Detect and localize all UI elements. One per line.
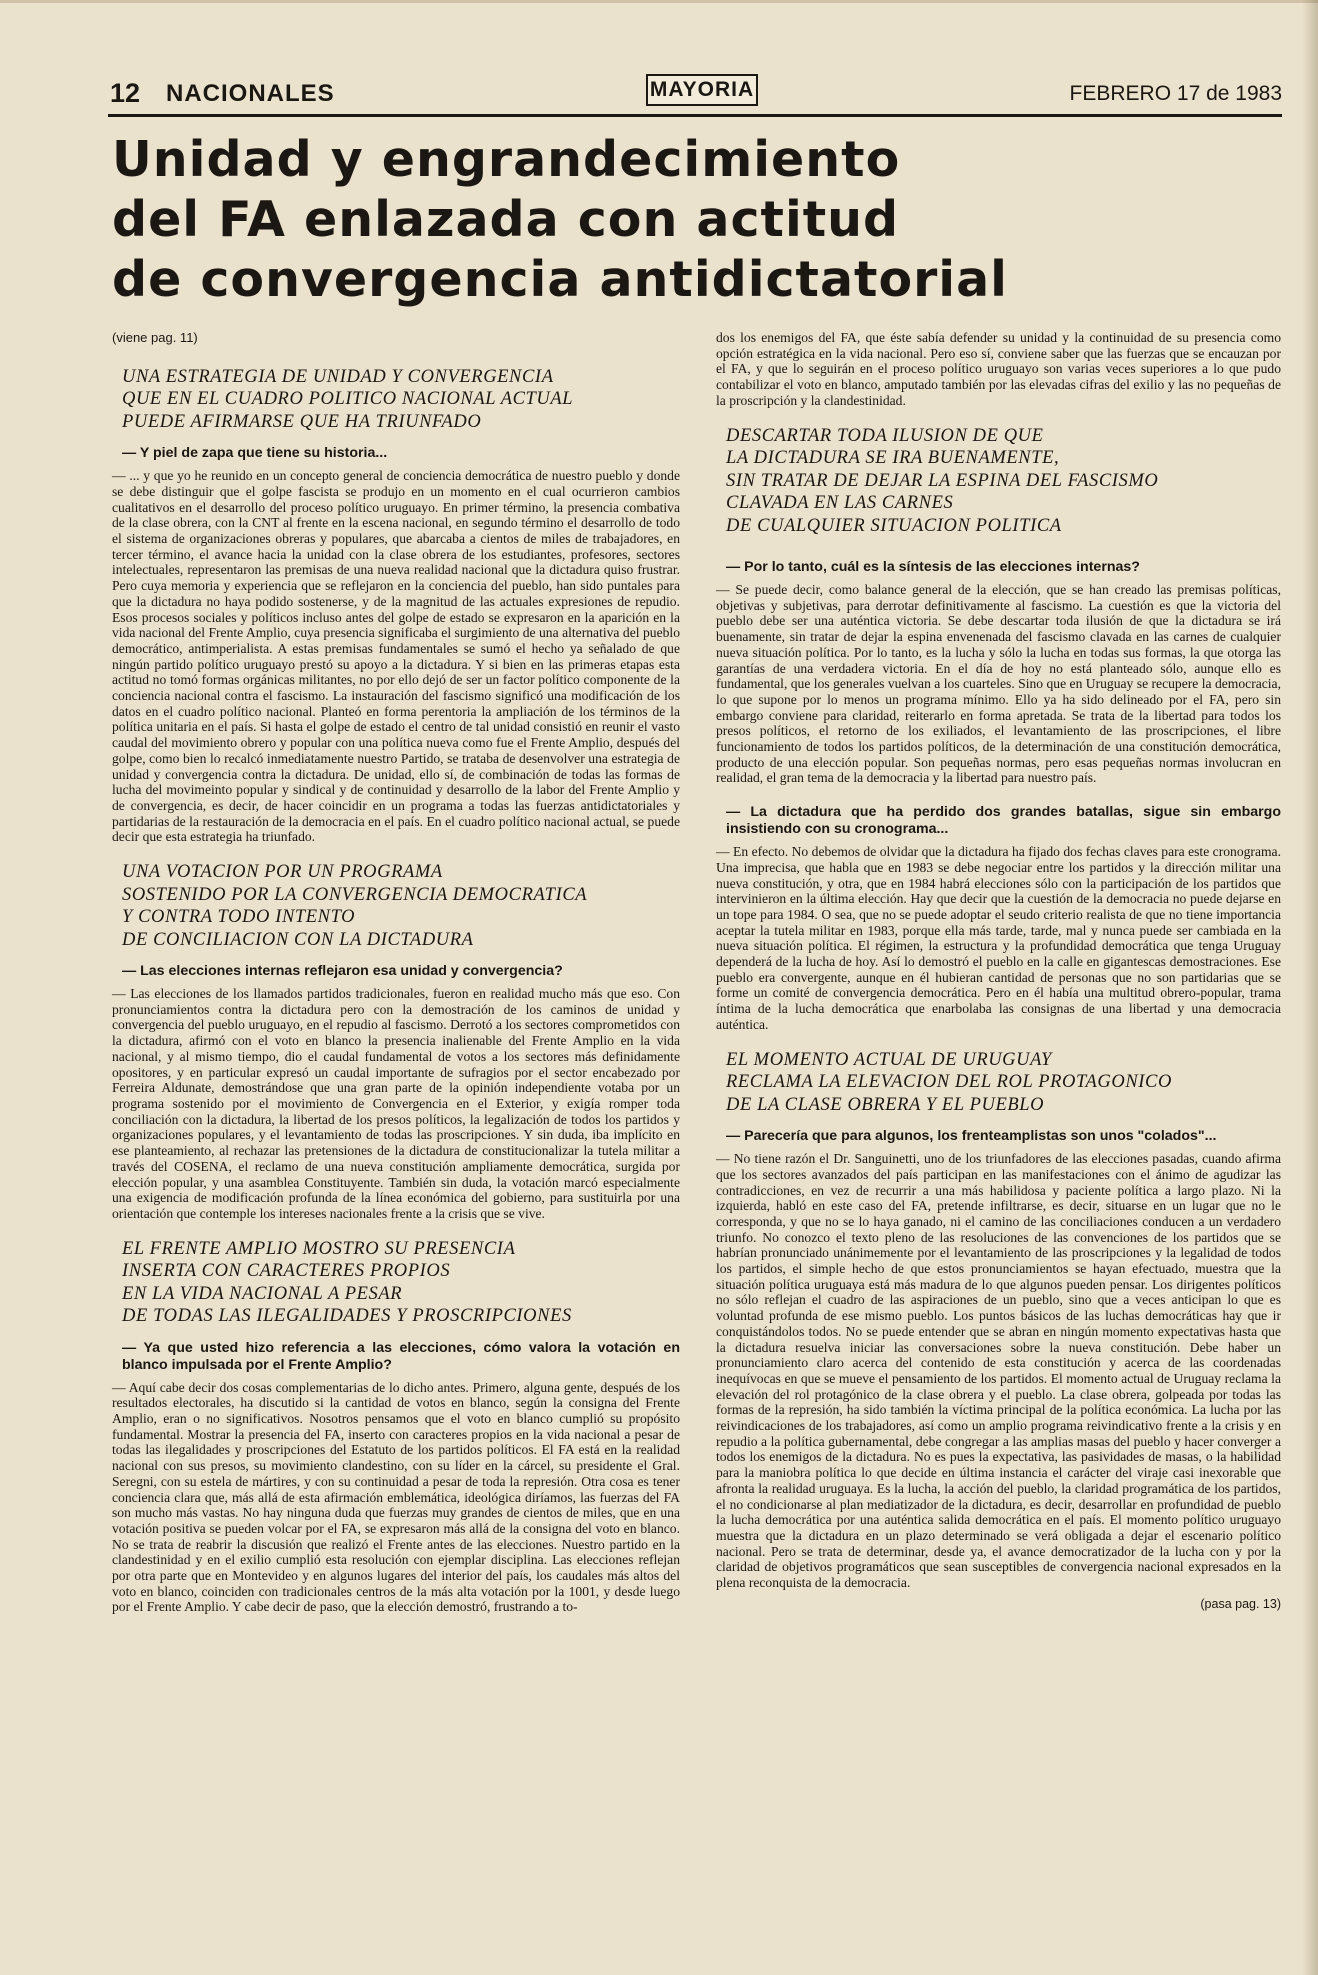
section-name: NACIONALES	[166, 80, 335, 107]
newspaper-logo: MAYORIA	[646, 74, 758, 106]
interview-question: — Las elecciones internas reflejaron esa unidad y convergencia?	[122, 963, 563, 980]
subheading-line: SOSTENIDO POR LA CONVERGENCIA DEMOCRATICA	[122, 884, 588, 905]
subheading-line: DE TODAS LAS ILEGALIDADES Y PROSCRIPCIONES	[122, 1306, 572, 1327]
continued-paragraph: dos los enemigos del FA, que éste sabía defender su unidad y la continuidad de su presencia como opción estratégica en la vida nacional. Pero eso sí, conviene saber que las fuerzas que se encauzan por el FA, y que lo seguirán en el proceso político uruguayo son varias veces superiores a lo que pudo contabilizar el voto en blanco, amputado también por las elevadas cifras del exilio y las no pequeñas de la proscripción y la clandestinidad.	[716, 330, 1281, 408]
subheading	[726, 425, 1281, 538]
continued-on-note: (pasa pag. 13)	[1200, 1596, 1281, 1611]
page-number: 12	[110, 78, 141, 108]
interview-question: — La dictadura que ha perdido dos grandes batallas, sigue sin embargo insistiendo con su cronograma...	[726, 804, 1281, 838]
page-header	[110, 78, 1282, 112]
answer-paragraph: — No tiene razón el Dr. Sanguinetti, uno de los triunfadores de las elecciones pasadas, cuando afirma que los sectores avanzados del país participan en las manifestaciones con el ánimo de agudizar las contradicciones, en vez de recurrir a una más habilidosa y paciente política a largo plazo. Ni la izquierda, habló en este caso del FA, pretende infiltrarse, es decir, situarse en un lugar que no le corresponda, y que no se lo haya ganado, ni el camino de las conciliaciones conducen a un verdadero triunfo. No conozco el texto pleno de las resoluciones de las convenciones de los partidos que se habrían pronunciado unánimemente por el levantamiento de las proscripciones y la legalidad de todos los partidos, el simple hecho de que estos pronunciamientos se hayan efectuado, muestra que la situación política uruguaya está más madura de lo que algunos pueden pensar. Los dirigentes políticos no sólo reflejan el cuadro de las aspiraciones de un pueblo, sino que a veces anticipan lo que es voluntad profunda de ese mismo pueblo. Los puntos básicos de las luchas democráticas hay que ir conquistándolos todos. No se puede entender que se abran en ningún momento expectativas hasta que la dictadura resuelva iniciar las conversaciones sobre la nueva constitución. Debe haber un pronunciamiento claro acerca del contenido de esta constitución y acerca de las coordenadas inequívocas en que se mueve el pensamiento de los partidos. El momento actual de Uruguay reclama la elevación del rol protagónico de la clase obrera y el pueblo. La clase obrera, golpeada por todas las formas de la represión, ha sido también la víctima principal de la política económica. La lucha por las reivindicaciones de los trabajadores, así como un amplio programa reivindicativo frente a la crisis y en repudio a la política gubernamental, debe congregar a las amplias masas del pueblo y hacer converger a todos los enemigos de la dictadura. No es pues la expectativa, las pasividades de masas, o la habilidad para la maniobra política lo que decide en última instancia el carácter del viraje casi inexorable que afronta la realidad uruguaya. Es la lucha, la acción del pueblo, la claridad programática de los partidos, el no condicionarse al plan mediatizador de la dictadura, es decir, desarrollar en profundidad de pueblo la lucha democrática por una auténtica salida democrática en el país. El momento político uruguayo muestra que la dictadura en un plazo determinado se verá obligada a dejar el escenario político nacional. Pero se trata de determinar, desde ya, el avance democratizador de la lucha con y por la claridad de objetivos programáticos que sean susceptibles de convergencia nacional expresados en la plena reconquista de la democracia.	[716, 1151, 1281, 1591]
subheading-line: SIN TRATAR DE DEJAR LA ESPINA DEL FASCISMO	[726, 470, 1159, 491]
subheading	[122, 861, 680, 951]
interview-question: — Por lo tanto, cuál es la síntesis de las elecciones internas?	[726, 559, 1140, 576]
headline	[112, 130, 1292, 310]
article-column-left	[112, 330, 680, 1621]
headline-line: de convergencia antidictatorial	[112, 251, 1008, 308]
subheading-line: CLAVADA EN LAS CARNES	[726, 493, 954, 514]
subheading-line: EL MOMENTO ACTUAL DE URUGUAY	[726, 1049, 1052, 1070]
answer-paragraph: — En efecto. No debemos de olvidar que la dictadura ha fijado dos fechas claves para este cronograma. Una imprecisa, que habla que en 1983 se debe negociar entre los partidos y la dirección militar una nueva constitución, y otra, que en 1984 habrá elecciones sólo con la participación de los partidos que intervinieron en la última elección. Hay que decir que la cuestión de la democracia no puede dejarse en un tope para 1984. O sea, que no se puede adoptar el seudo criterio realista de que no tiene importancia aceptar la tutela militar en 1983, porque ella más tarde, tarde, mal y nunca puede ser cambiada en la nueva situación política. El régimen, la estructura y la profundidad democrática que tenga Uruguay dependerá de la lucha de hoy. Así lo demostró el pueblo en la calle en gigantescas demostraciones. Ese pueblo era convergente, aunque en él hubieran cantidad de personas que no son partidarias que se forme un comité de convergencia democrática. Pero en él había una multitud obrero-popular, trama íntima de la lucha democrática que enarbolaba las consignas de una libertad y una democracia auténtica.	[716, 844, 1281, 1032]
subheading-line: DE CUALQUIER SITUACION POLITICA	[726, 515, 1062, 536]
subheading-line: PUEDE AFIRMARSE QUE HA TRIUNFADO	[122, 411, 482, 432]
subheading-line: RECLAMA LA ELEVACION DEL ROL PROTAGONICO	[726, 1072, 1172, 1093]
headline-line: del FA enlazada con actitud	[112, 191, 900, 248]
subheading-line: UNA ESTRATEGIA DE UNIDAD Y CONVERGENCIA	[122, 366, 554, 387]
subheading	[122, 1238, 680, 1328]
issue-date: FEBRERO 17 de 1983	[1069, 82, 1282, 105]
page-fold-shadow	[1302, 0, 1318, 1975]
answer-paragraph: — Las elecciones de los llamados partidos tradicionales, fueron en realidad mucho más que eso. Con pronunciamientos contra la dictadura pero con la demostración de los caminos de unidad y convergencia del pueblo uruguayo, en el repudio al fascismo. Derrotó a los sectores comprometidos con la dictadura, afirmó con el voto en blanco la presencia inalienable del Frente Amplio en la vida nacional, y al mismo tiempo, dio el caudal fundamental de votos a los sectores más definidamente opositores, y en particular expresó un caudal importante de sufragios por el sector encabezado por Ferreira Aldunate, demostrándose que una gran parte de la opinión independiente votaba por un programa sostenido por el movimiento de Convergencia en el Exterior, y exigía romper toda conciliación con la dictadura, la libertad de los presos políticos, la legalización de todos los partidos y organizaciones populares, y el levantamiento de todas las proscripciones. Y sin duda, iba implícito en ese planteamiento, al rechazar las pretensiones de la dictadura de constitucionalizar la tutela militar a través del COSENA, el reclamo de una nueva constitución ampliamente democrática, surgida por elección popular, y una asamblea Constituyente. También sin duda, la votación marcó especialmente una exigencia de modificación profunda de la línea económica del gobierno, para sustituirla por una orientación que contemple los intereses nacionales frente a la crisis que se vive.	[112, 986, 680, 1221]
answer-paragraph: — Se puede decir, como balance general de la elección, que se han creado las premisas políticas, objetivas y subjetivas, para derrotar definitivamente al fascismo. La cuestión es que la victoria del pueblo debe ser una auténtica victoria. Se debe descartar toda ilusión de que la dictadura se irá buenamente, sin tratar de dejar la espina envenenada del fascismo clavada en las carnes de cualquier nueva situación política. Por lo tanto, es la lucha y sólo la lucha en todas sus formas, la que otorga las garantías de una verdadera victoria. En el día de hoy no está planteado sólo, aunque ello es fundamental, que los generales vuelvan a los cuarteles. Sino que en Uruguay se recupere la democracia, lo que supone por lo menos un programa mínimo. Ello ya ha sido delineado por el FA, pero sin embargo conviene para claridad, reiterarlo en forma apretada. Se trata de la libertad para todos los presos políticos, el retorno de los exiliados, el levantamiento de las proscripciones, el libre funcionamiento de todos los partidos políticos, de la determinación de una constitución democrática, producto de una elección popular. Son pequeñas normas, pero esas pequeñas normas involucran en realidad, el gran tema de la democracia y la libertad para nuestro país.	[716, 582, 1281, 786]
subheading-line: EL FRENTE AMPLIO MOSTRO SU PRESENCIA	[122, 1238, 516, 1259]
subheading-line: DE LA CLASE OBRERA Y EL PUEBLO	[726, 1094, 1045, 1115]
subheading-line: EN LA VIDA NACIONAL A PESAR	[122, 1283, 403, 1304]
interview-question: — Ya que usted hizo referencia a las elecciones, cómo valora la votación en blanco impulsada por el Frente Amplio?	[122, 1339, 680, 1373]
page-edge	[0, 0, 1318, 3]
header-rule	[108, 114, 1282, 117]
subheading-line: DE CONCILIACION CON LA DICTADURA	[122, 929, 474, 950]
subheading-line: Y CONTRA TODO INTENTO	[122, 907, 356, 928]
interview-question: — Parecería que para algunos, los frenteamplistas son unos "colados"...	[726, 1128, 1217, 1145]
subheading-line: LA DICTADURA SE IRA BUENAMENTE,	[726, 448, 1060, 469]
subheading	[122, 366, 680, 434]
subheading-line: INSERTA CON CARACTERES PROPIOS	[122, 1261, 451, 1282]
answer-paragraph: — Aquí cabe decir dos cosas complementarias de lo dicho antes. Primero, alguna gente, después de los resultados electorales, ha discutido si la cantidad de votos en blanco, según la consigna del Frente Amplio, eran o no significativos. Nosotros pensamos que el voto en blanco cumplió su propósito fundamental. Mostrar la presencia del FA, inserto con caracteres propios en la vida nacional a pesar de todas las ilegalidades y proscripciones del Estatuto de los partidos políticos. El FA está en la realidad nacional con sus presos, su movimiento clandestino, con su líder en la cárcel, su presidente el Gral. Seregni, con su estela de mártires, y con su continuidad a pesar de toda la represión. Otra cosa es tener conciencia clara que, más allá de esta afirmación emblemática, ideológica diríamos, las fuerzas del FA son mucho más vastas. No hay ninguna duda que fuerzas muy grandes de cientos de miles, que en una votación positiva se pueden volcar por el FA, se expresaron más allá de la consigna del voto en blanco. No se trata de reabrir la discusión que realizó el Frente antes de las elecciones. Nuestro partido en la clandestinidad y en el exilio cumplió esta resolución con ejemplar disciplina. Las elecciones reflejan por otra parte que en Montevideo y en algunos lugares del interior del país, los caudales más altos del voto en blanco, coinciden con tradicionales centros de la más alta votación por la 1001, y desde luego por el Frente Amplio. Y cabe decir de paso, que la elección demostró, frustrando a to-	[112, 1379, 680, 1615]
article-column-right	[716, 330, 1281, 1612]
headline-line: Unidad y engrandecimiento	[112, 131, 901, 188]
continued-from-note: (viene pag. 11)	[112, 330, 198, 345]
subheading-line: UNA VOTACION POR UN PROGRAMA	[122, 862, 443, 883]
interview-question: — Y piel de zapa que tiene su historia...	[122, 445, 388, 462]
subheading-line: QUE EN EL CUADRO POLITICO NACIONAL ACTUAL	[122, 389, 574, 410]
subheading	[726, 1049, 1281, 1117]
answer-paragraph: — ... y que yo he reunido en un concepto general de conciencia democrática de nuestro pueblo y donde se debe distinguir que el golpe fascista se produjo en un momento en el cual ocurrieron cambios cualitativos en el desarrollo del proceso político uruguayo. En primer término, la presencia combativa de la clase obrera, con la CNT al frente en la escena nacional, en segundo término el desarrollo de todo el sistema de organizaciones obreras y populares, que abarcaba a cientos de miles de trabajadores, en tercer término, el avance hacia la unidad con la clase obrera de los estudiantes, profesores, sectores intelectuales, representaron las premisas de una nueva realidad nacional que la dictadura quiso frustrar. Pero cuya memoria y experiencia que se reflejaron en la conciencia del pueblo, han sido puntales para que la dictadura no haya podido sostenerse, y de la magnitud de las actuales expresiones de repudio. Esos procesos sociales y políticos incluso antes del golpe de estado se expresaron en la aparición en la vida nacional del Frente Amplio, cuya presencia significaba el surgimiento de una alternativa del pueblo democrático, antimperialista. A estas premisas fundamentales se sumó el hecho ya señalado de que ningún partido político uruguayo prestó su apoyo a la dictadura. Y si bien en las primeras etapas esta actitud no tomó formas orgánicas militantes, no por ello dejó de ser un factor político componente de la conciencia nacional contra el fascismo. La instauración del fascismo significó una modificación de los datos en el cuadro político nacional. Planteó en forma perentoria la ampliación de los términos de la política unitaria en el país. Si hasta el golpe de estado el centro de tal unidad consistió en reunir el vasto caudal del movimiento obrero y popular con una política nueva como fue el Frente Amplio, después del golpe, como bien lo recalcó inmediatamente nuestro Partido, se trataba de desenvolver una estrategia de unidad y convergencia contra la dictadura. De unidad, ello sí, de combinación de todas las formas de lucha del movimeinto popular y sindical y de continuidad y desarrollo de la labor del Frente Amplio y de convergencia, es decir, de hacer coincidir en un programa a todas las fuerzas antidictatoriales y partidarias de la restauración de la democracia en el país. En el cuadro político nacional actual, se puede decir que esta estrategia ha triunfado.	[112, 468, 680, 845]
subheading-line: DESCARTAR TODA ILUSION DE QUE	[726, 425, 1044, 446]
